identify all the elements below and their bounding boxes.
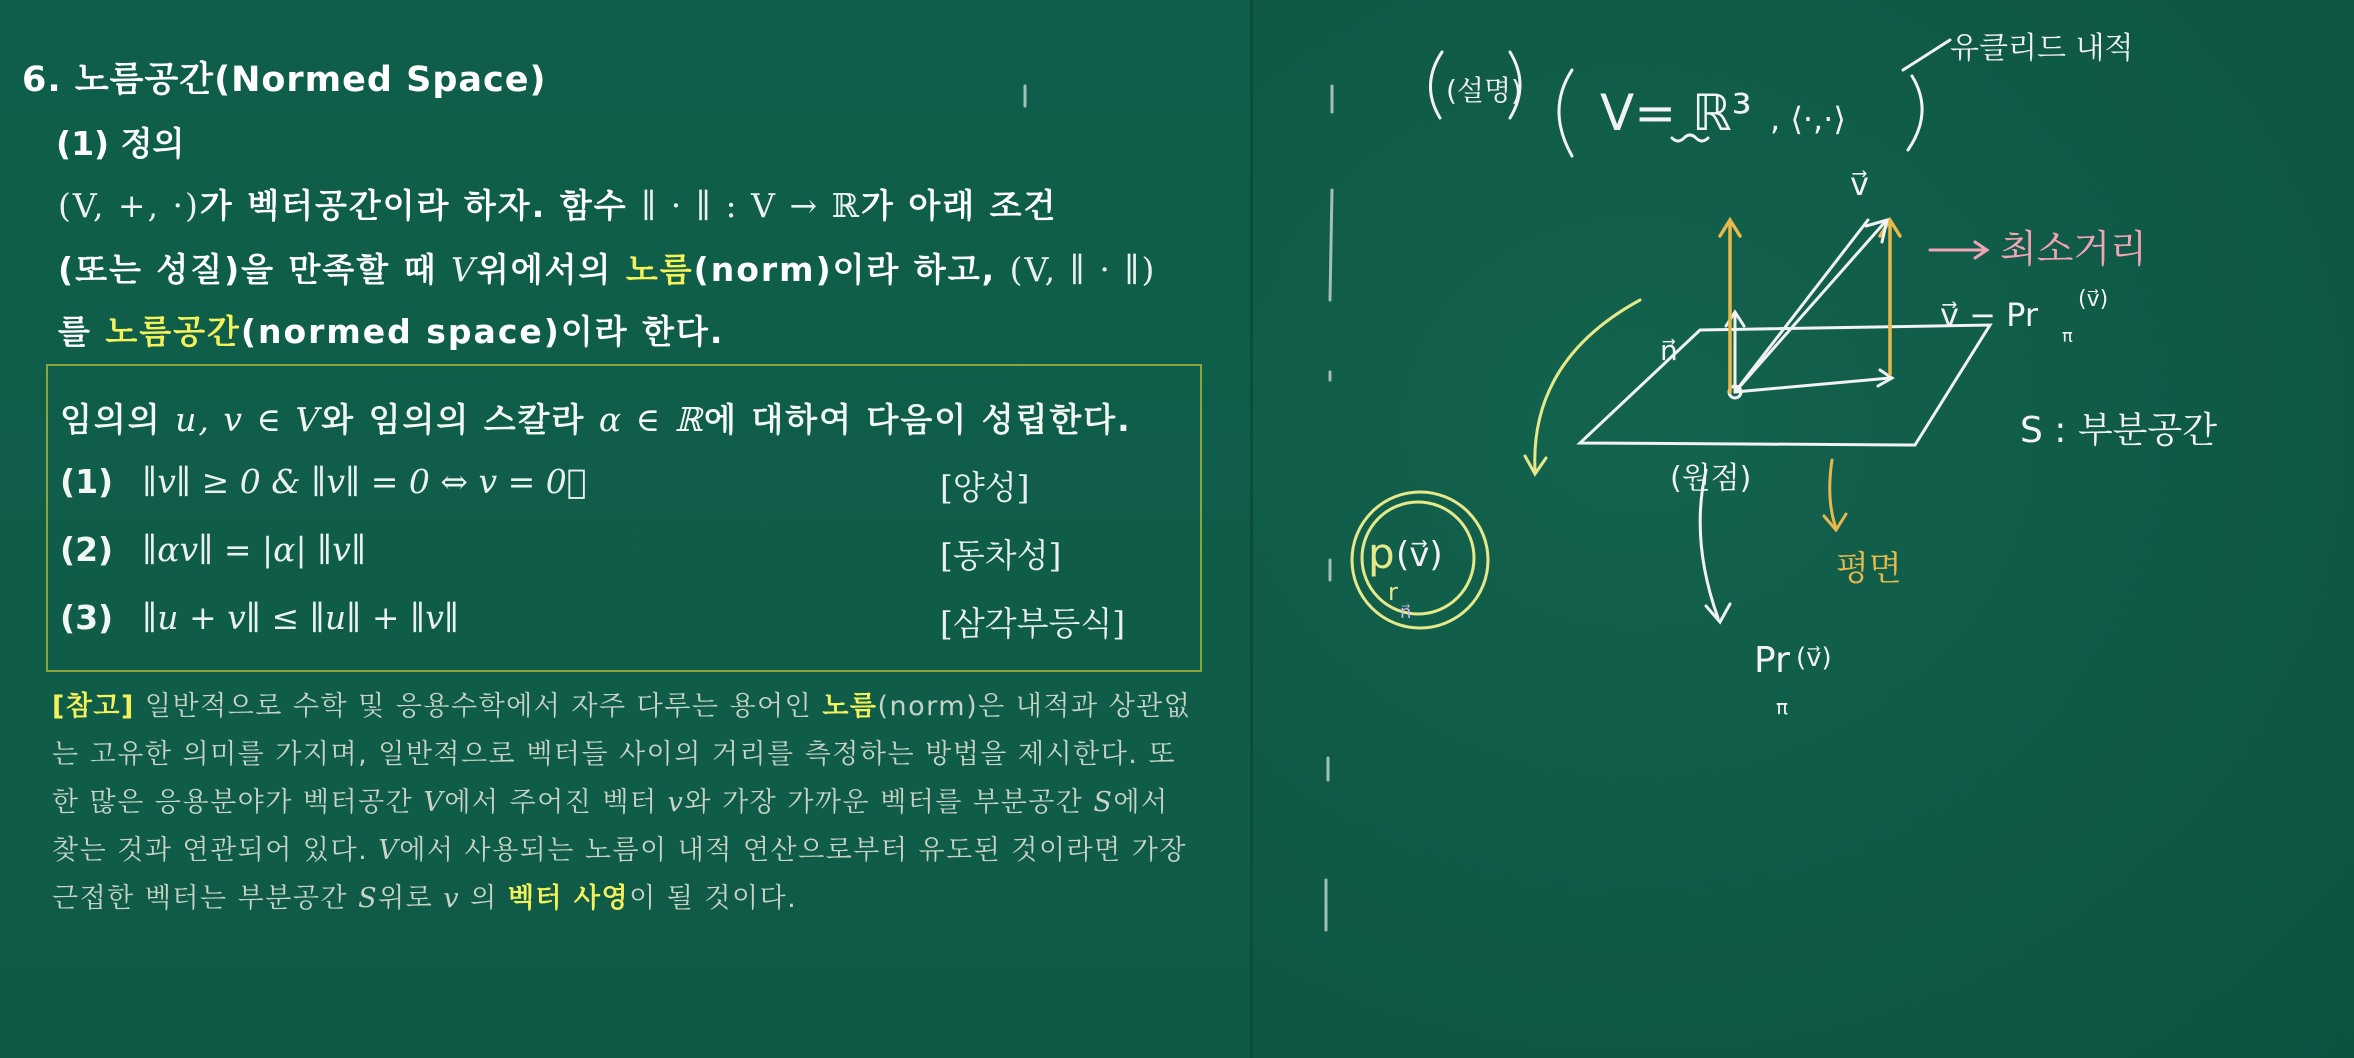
circled-p: p xyxy=(1368,529,1395,578)
math-uv: u, v ∈ V xyxy=(175,400,322,439)
axiom-formula: ∥αv∥ = |α| ∥v∥ xyxy=(142,530,367,569)
vector-space-R3: V= ℝ³ xyxy=(1600,84,1752,142)
axiom-tag: [삼각부등식] xyxy=(940,604,1126,643)
origin-label: (원점) xyxy=(1670,461,1752,496)
math-V: V xyxy=(378,835,400,866)
page-title: 6. 노름공간(Normed Space) xyxy=(22,60,547,100)
note-text: 근접한 벡터는 부분공간 xyxy=(52,883,359,914)
definition-line-2 xyxy=(58,244,1156,291)
note-highlight: 벡터 사영 xyxy=(507,883,630,914)
note-line-4 xyxy=(52,828,1187,867)
note-text: 일반적으로 수학 및 응용수학에서 자주 다루는 용어인 xyxy=(134,691,823,722)
def-text: 위에서의 xyxy=(476,250,626,289)
def-text: 가 아래 조건 xyxy=(861,186,1058,225)
definition-line-1 xyxy=(58,180,1057,227)
axiom-tag: [동차성] xyxy=(940,536,1062,575)
note-line-3 xyxy=(52,780,1169,819)
axiom-tag: [양성] xyxy=(940,468,1030,507)
subspace-S-label: S : 부분공간 xyxy=(2020,410,2217,451)
euclidean-inner-product-note: 유클리드 내적 xyxy=(1950,31,2134,66)
math-S: S xyxy=(358,883,379,914)
normal-n-label: n⃗ xyxy=(1660,334,1678,367)
lead-text: 에 대하여 다음이 성립한다. xyxy=(704,400,1132,439)
proj-arg: (v⃗) xyxy=(2078,287,2109,312)
circled-r: r xyxy=(1388,578,1398,606)
axioms-lead xyxy=(60,394,1132,441)
example-label: (설명) xyxy=(1446,74,1522,107)
note-text: 의 xyxy=(460,883,508,914)
chalkboard xyxy=(1250,0,2354,1058)
axiom-formula: ∥v∥ ≥ 0 & ∥v∥ = 0 ⇔ v = 0⃗ xyxy=(142,462,587,501)
norm-function: ∥ · ∥ : V → ℝ xyxy=(641,186,862,225)
def-text: 를 xyxy=(58,312,106,351)
inner-product-label: , ⟨·,·⟩ xyxy=(1770,100,1846,138)
math-alpha: α ∈ ℝ xyxy=(598,400,704,439)
def-text: 가 벡터공간이라 하자. 함수 xyxy=(199,186,642,225)
math-V: V xyxy=(451,250,477,289)
math-S: S xyxy=(1093,787,1114,818)
axiom-number: (2) xyxy=(60,530,114,569)
vector-v-label: v⃗ xyxy=(1850,165,1869,203)
note-text: 찾는 것과 연관되어 있다. xyxy=(52,835,379,866)
min-distance-label: 최소거리 xyxy=(2000,227,2147,271)
def-text: (또는 성질)을 만족할 때 xyxy=(58,250,452,289)
lead-text: 임의의 xyxy=(60,400,176,439)
note-text: 이 될 것이다. xyxy=(629,883,798,914)
projection-bottom: Pr xyxy=(1754,640,1790,681)
panel-divider xyxy=(1250,0,1253,1058)
circled-n: n⃗ xyxy=(1400,602,1412,623)
definition-line-3 xyxy=(58,306,724,353)
note-line-5 xyxy=(52,876,797,915)
axiom-row xyxy=(60,598,113,637)
normed-space-term: 노름공간 xyxy=(105,312,241,351)
section-subtitle: (1) 정의 xyxy=(56,124,185,163)
note-text: 와 가장 가까운 벡터를 부분공간 xyxy=(684,787,1094,818)
axiom-number: (3) xyxy=(60,598,114,637)
note-line-1 xyxy=(52,684,1191,723)
note-line-2: 는 고유한 의미를 가지며, 일반적으로 벡터들 사이의 거리를 측정하는 방법을 제시한다. 또 xyxy=(52,739,1177,770)
note-text: 한 많은 응용분야가 벡터공간 xyxy=(52,787,424,818)
v-minus-projection: v⃗ − Pr xyxy=(1940,296,2038,334)
note-text: (norm)은 내적과 상관없 xyxy=(877,691,1192,722)
axiom-row xyxy=(60,530,113,569)
norm-term: 노름 xyxy=(625,250,694,289)
projection-bottom-sub: π xyxy=(1776,695,1789,719)
def-text: (norm)이라 하고, xyxy=(693,250,1010,289)
axiom-row xyxy=(60,462,113,501)
math-v: v xyxy=(667,787,685,818)
axiom-number: (1) xyxy=(60,462,114,501)
norm-axioms-box xyxy=(46,364,1202,672)
math-v: v xyxy=(443,883,461,914)
def-text: (normed space)이라 한다. xyxy=(240,312,725,351)
projection-bottom-arg: (v⃗) xyxy=(1796,643,1832,673)
axiom-formula: ∥u + v∥ ≤ ∥u∥ + ∥v∥ xyxy=(142,598,460,637)
plane-label: 평면 xyxy=(1836,549,1902,589)
note-highlight: 노름 xyxy=(822,691,878,722)
proj-subscript: π xyxy=(2062,326,2073,347)
note-text: 에서 xyxy=(1113,787,1169,818)
note-label: [참고] xyxy=(52,691,135,722)
circled-arg: (v⃗) xyxy=(1396,535,1443,575)
note-text: 에서 사용되는 노름이 내적 연산으로부터 유도된 것이라면 가장 xyxy=(399,835,1187,866)
vector-space-triple: (V, +, ·) xyxy=(58,186,200,225)
lead-text: 와 임의의 스칼라 xyxy=(321,400,599,439)
normed-pair: (V, ∥ · ∥) xyxy=(1009,250,1157,289)
note-text: 위로 xyxy=(378,883,444,914)
note-text: 에서 주어진 벡터 xyxy=(444,787,668,818)
math-V: V xyxy=(423,787,445,818)
